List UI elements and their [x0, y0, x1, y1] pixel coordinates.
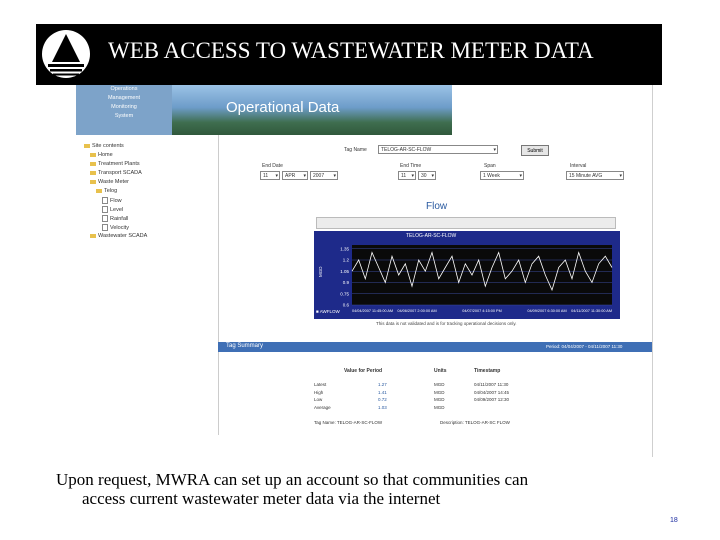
- y-tick-label: 1.2: [342, 257, 349, 263]
- summary-cell-time: 04/09/2007 12:30: [474, 397, 510, 402]
- summary-cell-label: Low: [314, 397, 323, 402]
- system-name-line: System: [114, 113, 134, 119]
- span-label: Span: [484, 163, 496, 169]
- mwra-logo-icon: [40, 28, 92, 80]
- summary-cell-time: 04/04/2007 14:45: [474, 389, 510, 395]
- summary-cell-value: 0.72: [378, 397, 387, 402]
- y-axis-label: MGD: [318, 266, 323, 277]
- chart-legend: ■ AWFLOW: [316, 309, 340, 314]
- summary-cell-units: MGD: [434, 382, 445, 387]
- tree-item-label: Level: [110, 206, 124, 213]
- slide-caption: [56, 470, 666, 508]
- summary-cell-units: MGD: [434, 404, 445, 410]
- summary-description: Description: TELOG-AR-SC FLOW: [440, 420, 510, 425]
- app-screenshot: [76, 85, 653, 457]
- system-name-line: Operations: [110, 86, 138, 92]
- y-tick-label: 0.9: [342, 280, 349, 285]
- folder-icon: [84, 144, 90, 148]
- summary-title: Tag Summary: [226, 343, 264, 349]
- end-hour-select[interactable]: 11 ▾: [398, 171, 416, 180]
- chart-section-title: Flow: [426, 201, 448, 212]
- chart-title: TELOG-AR-SC-FLOW: [406, 233, 457, 239]
- interval-label: Interval: [570, 163, 587, 169]
- slide-title: WEB ACCESS TO WASTEWATER METER DATA: [108, 38, 594, 63]
- summary-cell-time: 04/11/2007 11:30: [474, 382, 509, 387]
- tree-item[interactable]: [90, 170, 142, 176]
- folder-icon: [90, 153, 96, 157]
- document-icon: [102, 197, 108, 204]
- tag-name-label: Tag Name: [344, 147, 367, 153]
- y-tick-label: 1.05: [340, 268, 349, 274]
- folder-icon: [90, 171, 96, 175]
- summary-cell-value: 1.27: [378, 382, 387, 387]
- y-tick-label: 0.75: [340, 291, 349, 297]
- tree-item[interactable]: [90, 233, 147, 239]
- tree-item[interactable]: [102, 224, 129, 231]
- summary-cell-label: Average: [314, 404, 331, 410]
- chart-toolbar[interactable]: [316, 217, 616, 229]
- tree-item-label: Transport SCADA: [98, 170, 142, 176]
- end-day-select[interactable]: 11 ▾: [260, 171, 280, 180]
- tree-item[interactable]: [90, 161, 140, 167]
- summary-col-header: Value for Period: [344, 368, 383, 374]
- caption-line-1: Upon request, MWRA can set up an account so that communities can: [56, 470, 529, 489]
- system-name-line: Management: [107, 95, 141, 101]
- y-tick-label: 1.35: [340, 246, 349, 252]
- tree-item[interactable]: [90, 152, 113, 158]
- folder-icon: [90, 162, 96, 166]
- banner-title: Operational Data: [226, 99, 340, 116]
- system-logo-panel: [76, 85, 172, 135]
- document-icon: [102, 215, 108, 222]
- tag-name-select[interactable]: TELOG-AR-SC-FLOW ▾: [378, 145, 498, 154]
- summary-tag-name: Tag Name: TELOG-AR-SC-FLOW: [314, 420, 383, 425]
- end-minute-select[interactable]: 30 ▾: [418, 171, 436, 180]
- caption-line-2: access current wastewater meter data via the internet: [82, 489, 441, 508]
- span-select[interactable]: 1 Week ▾: [480, 171, 524, 180]
- summary-cell-value: 1.03: [378, 404, 387, 410]
- tree-item-label: Flow: [110, 197, 122, 204]
- tree-item[interactable]: [90, 179, 129, 185]
- tree-item[interactable]: [102, 206, 123, 213]
- document-icon: [102, 206, 108, 213]
- tree-item-label: Velocity: [110, 224, 129, 231]
- x-tick-label: 04/09/2007 6:30:00 AM: [527, 309, 567, 313]
- summary-col-header: Timestamp: [474, 368, 501, 374]
- summary-range: Period: 04/04/2007 - 04/11/2007 11:30: [546, 344, 623, 349]
- folder-icon: [90, 180, 96, 184]
- summary-cell-units: MGD: [434, 389, 445, 395]
- tree-item[interactable]: [84, 143, 124, 149]
- end-date-label: End Date: [262, 163, 283, 169]
- site-tree: [76, 135, 219, 435]
- summary-cell-units: MGD: [434, 397, 445, 402]
- page-number: 18: [670, 517, 678, 524]
- tree-item[interactable]: [102, 215, 128, 222]
- system-name-line: Monitoring: [111, 104, 137, 110]
- tree-item-label: Telog: [104, 188, 118, 194]
- folder-icon: [90, 234, 96, 238]
- tree-item-label: Waste Meter: [98, 179, 129, 185]
- tree-item-label: Home: [98, 152, 113, 158]
- tree-item-label: Wastewater SCADA: [98, 233, 148, 239]
- tree-item[interactable]: [96, 188, 117, 194]
- end-time-label: End Time: [400, 163, 422, 169]
- submit-button[interactable]: Submit: [521, 145, 549, 156]
- flow-chart: [314, 231, 620, 319]
- tree-item-label: Rainfall: [110, 215, 129, 222]
- tree-item-label: Treatment Plants: [98, 161, 140, 167]
- tree-item-label: Site contents: [92, 143, 124, 149]
- summary-cell-value: 1.41: [378, 389, 387, 395]
- folder-icon: [96, 189, 102, 193]
- x-tick-label: 04/06/2007 2:00:00 AM: [397, 309, 437, 313]
- summary-col-header: Units: [434, 368, 447, 374]
- interval-select[interactable]: 15 Minute AVG ▾: [566, 171, 624, 180]
- y-tick-label: 0.6: [342, 302, 349, 308]
- tree-item[interactable]: [102, 197, 122, 204]
- data-notice: This data is not validated and is for tracking operational decisions only.: [376, 321, 517, 326]
- end-year-select[interactable]: 2007 ▾: [310, 171, 338, 180]
- x-tick-label: 04/11/2007 11:30:00 AM: [571, 309, 612, 313]
- end-month-select[interactable]: APR ▾: [282, 171, 308, 180]
- summary-cell-label: Latest: [314, 382, 327, 387]
- document-icon: [102, 224, 108, 231]
- x-tick-label: 04/04/2007 11:45:00 AM: [352, 309, 394, 313]
- summary-cell-label: High: [314, 389, 324, 395]
- chart-frame: [314, 231, 620, 319]
- x-tick-label: 04/07/2007 4:15:00 PM: [462, 309, 502, 313]
